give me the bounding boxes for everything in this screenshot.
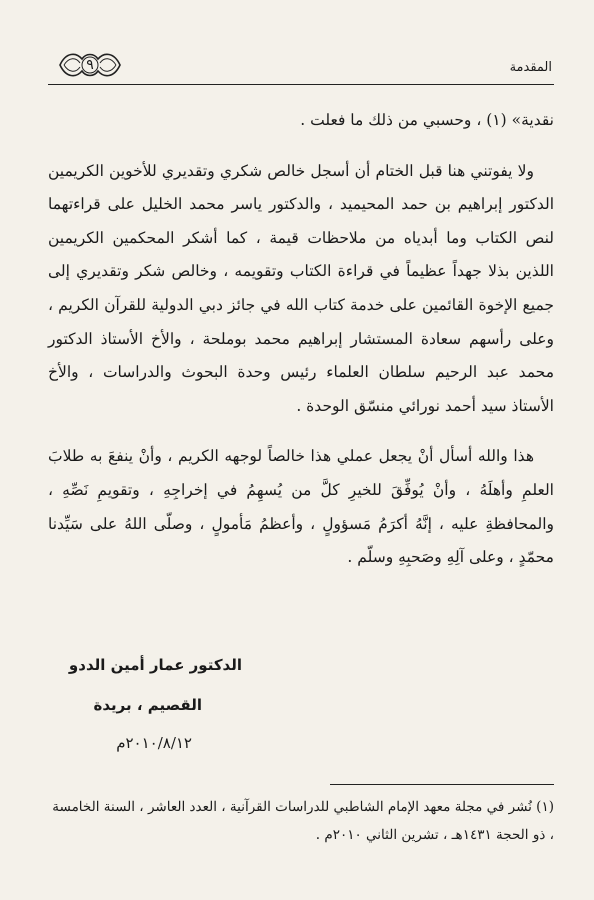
- paragraph-3: هذا والله أسأل أنْ يجعل عملي هذا خالصاً لوجهه الكريم ، وأنْ ينفعَ به طلابَ العلمِ وأهلَهُ ، وأنْ يُوفِّقَ للخيرِ كلَّ من يُسهِمُ في إخراجِهِ ، وتقويمِ نَصِّهِ ، والمحافظةِ عليه ، إنَّهُ أكرَمُ مَسؤولٍ ، وأعظمُ مَأمولٍ ، وصلّى اللهُ على سَيِّدنا محمّدٍ ، وعلى آلِهِ وصَحبِهِ وسلّم .: [48, 447, 554, 567]
- running-header: [40, 46, 554, 86]
- main-text: [48, 104, 554, 575]
- chapter-title: المقدمة: [509, 60, 552, 75]
- page-number-ornament: [58, 48, 122, 82]
- author-name: الدكتور عمار أمين الددو: [68, 656, 242, 674]
- paragraph-2: ولا يفوتني هنا قبل الختام أن أسجل خالص شكري وتقديري للأخوين الكريمين الدكتور إبراهيم بن حمد المحيميد ، والدكتور ياسر محمد الخليل على قراءتهما لنص الكتاب وما أبدياه من ملاحظات قيمة ، كما أشكر المحكمين الكريمين اللذين بذلا جهداً عظيماً في قراءة الكتاب وتقويمه ، وخالص شكر وتقديري إلى جميع الإخوة القائمين على خدمة كتاب الله في جائز دبي الدولية للقرآن الكريم ، وعلى رأسهم سعادة المستشار إبراهيم محمد بوملحة ، والأخ الأستاذ الدكتور محمد عبد الرحيم سلطان العلماء رئيس وحدة البحوث والدراسات ، والأخ الأستاذ سيد أحمد نورائي منسّق الوحدة .: [48, 161, 554, 415]
- footnote-rule: [330, 784, 554, 785]
- paragraph-1: نقدية» (١) ، وحسبي من ذلك ما فعلت .: [300, 111, 554, 129]
- page-number: ٩: [86, 57, 94, 73]
- date: ٢٠١٠/٨/١٢م: [116, 734, 192, 752]
- footnote: (١) نُشر في مجلة معهد الإمام الشاطبي للدراسات القرآنية ، العدد العاشر ، السنة الخامسة ، ذو الحجة ١٤٣١هـ ، تشرين الثاني ٢٠١٠م .: [52, 799, 554, 843]
- header-rule: [48, 84, 554, 85]
- location: القصيم ، بريدة: [93, 696, 202, 714]
